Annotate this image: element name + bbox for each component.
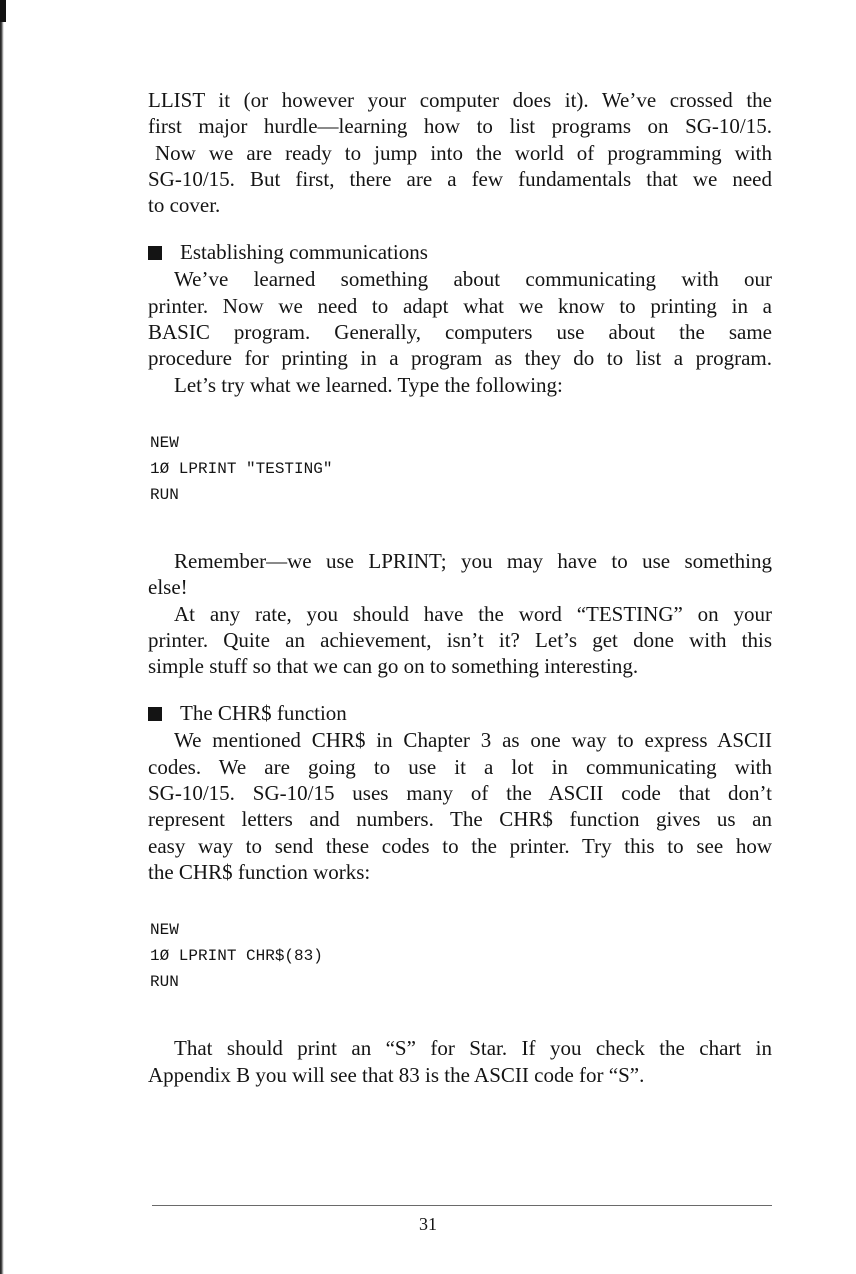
page-content	[148, 87, 772, 1088]
spacer	[148, 679, 772, 699]
text-line: simple stuff so that we can go on to something interesting.	[148, 654, 639, 679]
text-line: to cover.	[148, 193, 221, 218]
square-bullet-icon	[148, 246, 162, 260]
code-line: RUN	[150, 973, 179, 992]
text-line: SG-10/15. But first, there are a few fundamentals that we need	[148, 166, 772, 191]
intro-paragraph	[148, 87, 772, 218]
code-listing	[148, 430, 772, 508]
text-line: the CHR$ function works:	[148, 859, 371, 884]
text-line: Remember—we use LPRINT; you may have to use something	[174, 548, 772, 573]
text-line: SG-10/15. SG-10/15 uses many of the ASCII code that don’t	[148, 781, 772, 806]
text-line: That should print an “S” for Star. If you check the chart in	[174, 1036, 772, 1061]
section-chr-function	[148, 699, 772, 1087]
text-line: Appendix B you will see that 83 is the ASCII code for “S”.	[148, 1062, 645, 1087]
spacer	[148, 218, 772, 238]
text-line: codes. We are going to use it a lot in communicating with	[148, 754, 772, 779]
section-heading-text: The CHR$ function	[180, 701, 347, 726]
text-line: We’ve learned something about communicating with our	[174, 267, 772, 292]
text-line: We mentioned CHR$ in Chapter 3 as one way to express ASCII	[174, 728, 772, 753]
section-establishing-communications	[148, 238, 772, 679]
text-line: Now we are ready to jump into the world of programming with	[155, 140, 772, 165]
footer-rule	[152, 1205, 772, 1206]
code-line: 1Ø LPRINT CHR$(83)	[150, 947, 323, 966]
section-heading	[148, 238, 772, 266]
text-line: Let’s try what we learned. Type the following:	[174, 372, 563, 397]
text-line: printer. Quite an achievement, isn’t it? Let’s get done with this	[148, 627, 772, 652]
text-line: printer. Now we need to adapt what we know to printing in a	[148, 293, 772, 318]
square-bullet-icon	[148, 707, 162, 721]
section-heading-text: Establishing communications	[180, 240, 428, 265]
page-number: 31	[419, 1214, 437, 1234]
code-line: NEW	[150, 921, 179, 940]
text-line: procedure for printing in a program as they do to list a program.	[148, 346, 772, 371]
text-line: LLIST it (or however your computer does it). We’ve crossed the	[148, 88, 772, 112]
code-line: NEW	[150, 433, 179, 452]
text-line: easy way to send these codes to the printer. Try this to see how	[148, 833, 772, 858]
text-line: At any rate, you should have the word “TESTING” on your	[174, 601, 772, 626]
code-line: 1Ø LPRINT "TESTING"	[150, 459, 333, 478]
text-line: BASIC program. Generally, computers use about the same	[148, 320, 772, 345]
code-line: RUN	[150, 485, 179, 504]
page-binding-edge	[0, 0, 4, 1274]
binding-mark	[0, 0, 6, 22]
code-listing	[148, 917, 772, 995]
section-heading	[148, 699, 772, 727]
text-line: represent letters and numbers. The CHR$ function gives us an	[148, 807, 772, 832]
text-line: else!	[148, 575, 188, 600]
text-line: first major hurdle—learning how to list programs on SG-10/15.	[148, 114, 772, 139]
